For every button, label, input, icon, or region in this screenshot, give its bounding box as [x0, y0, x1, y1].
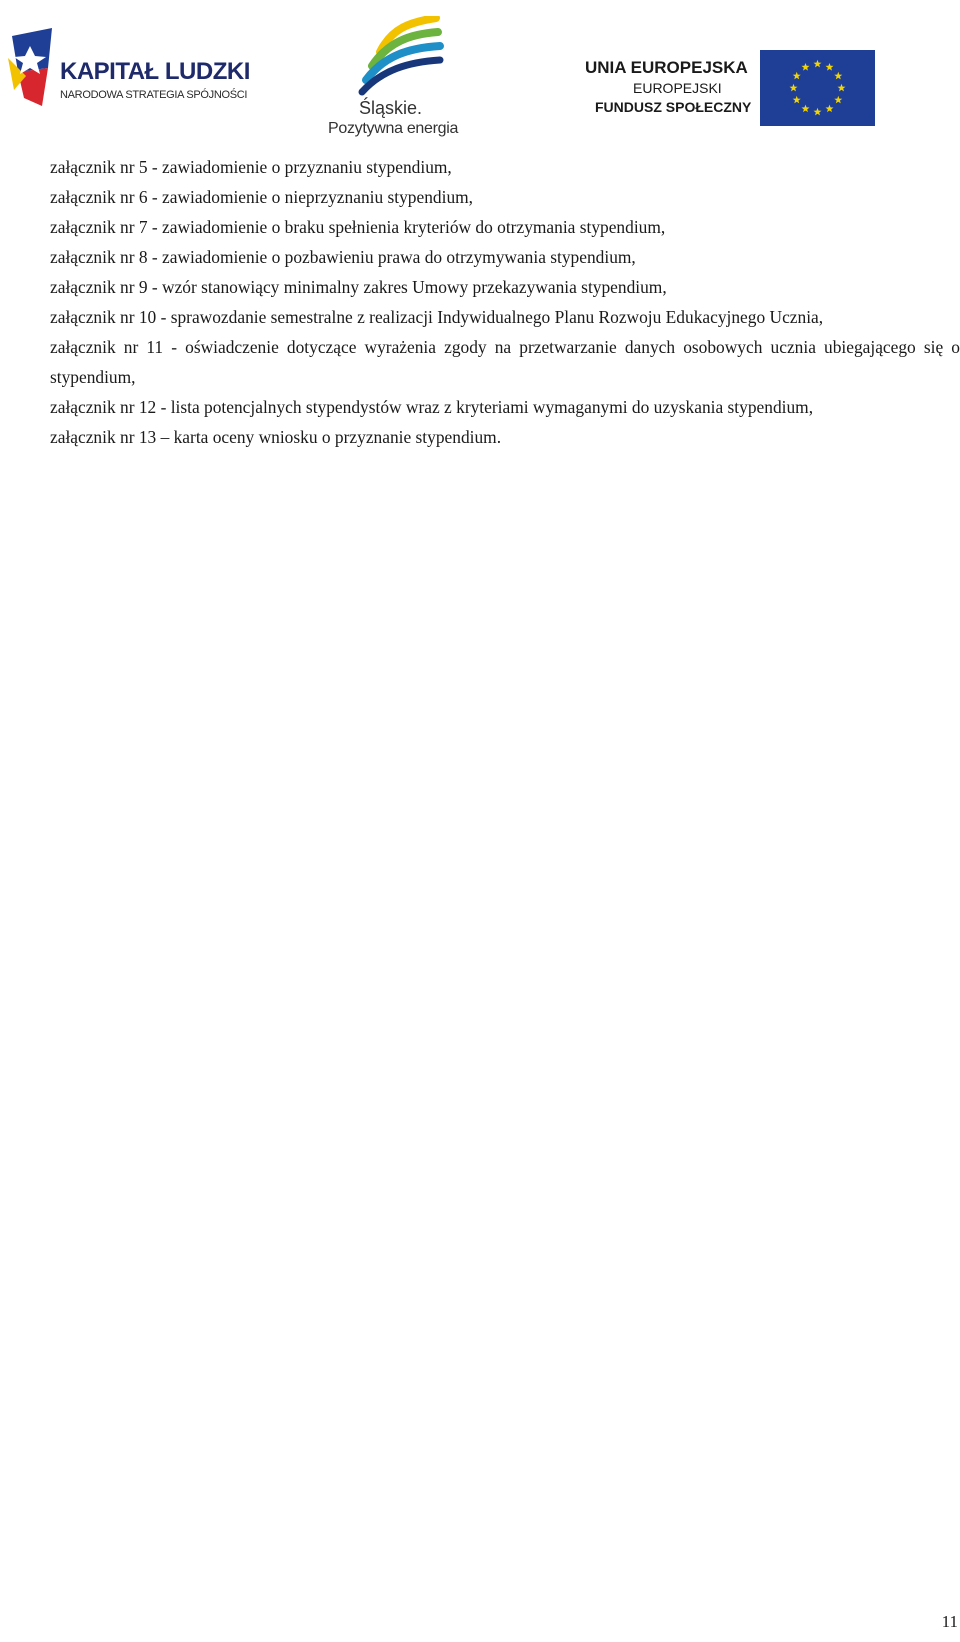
attachment-list — [50, 152, 960, 452]
page-header — [0, 0, 960, 150]
attachment-item: załącznik nr 12 - lista potencjalnych stypendystów wraz z kryteriami wymaganymi do uzyskania stypendium, — [50, 397, 814, 417]
attachment-item: załącznik nr 13 – karta oceny wniosku o przyznanie stypendium. — [50, 427, 502, 447]
slaskie-title: Śląskie. — [359, 98, 423, 118]
eu-fund-logo — [585, 36, 895, 136]
slaskie-logo — [320, 16, 470, 140]
kapital-ludzki-emblem-icon — [8, 28, 58, 118]
attachment-item: załącznik nr 6 - zawiadomienie o nieprzyznaniu stypendium, — [50, 187, 474, 207]
eu-flag-icon — [760, 50, 875, 126]
attachment-item: załącznik nr 7 - zawiadomienie o braku spełnienia kryteriów do otrzymania stypendium, — [50, 217, 666, 237]
slaskie-subtitle: Pozytywna energia — [328, 120, 459, 137]
kapital-ludzki-title: KAPITAŁ LUDZKI — [60, 58, 250, 85]
eu-line-2: EUROPEJSKI — [633, 80, 722, 96]
eu-line-3: FUNDUSZ SPOŁECZNY — [595, 99, 752, 115]
slaskie-waves-icon — [340, 16, 450, 96]
kapital-ludzki-subtitle: NARODOWA STRATEGIA SPÓJNOŚCI — [60, 89, 248, 101]
attachment-item: załącznik nr 11 - oświadczenie dotyczące wyrażenia zgody na przetwarzanie danych osobowych ucznia ubiegającego się o stypendium, — [50, 337, 960, 387]
page-number: 11 — [941, 1612, 958, 1631]
eu-line-1: UNIA EUROPEJSKA — [585, 58, 748, 77]
attachment-item: załącznik nr 5 - zawiadomienie o przyznaniu stypendium, — [50, 157, 452, 177]
attachment-item: załącznik nr 10 - sprawozdanie semestralne z realizacji Indywidualnego Planu Rozwoju Edukacyjnego Ucznia, — [50, 307, 824, 327]
attachment-item: załącznik nr 8 - zawiadomienie o pozbawieniu prawa do otrzymywania stypendium, — [50, 247, 636, 267]
attachment-item: załącznik nr 9 - wzór stanowiący minimalny zakres Umowy przekazywania stypendium, — [50, 277, 667, 297]
kapital-ludzki-logo — [8, 28, 248, 118]
